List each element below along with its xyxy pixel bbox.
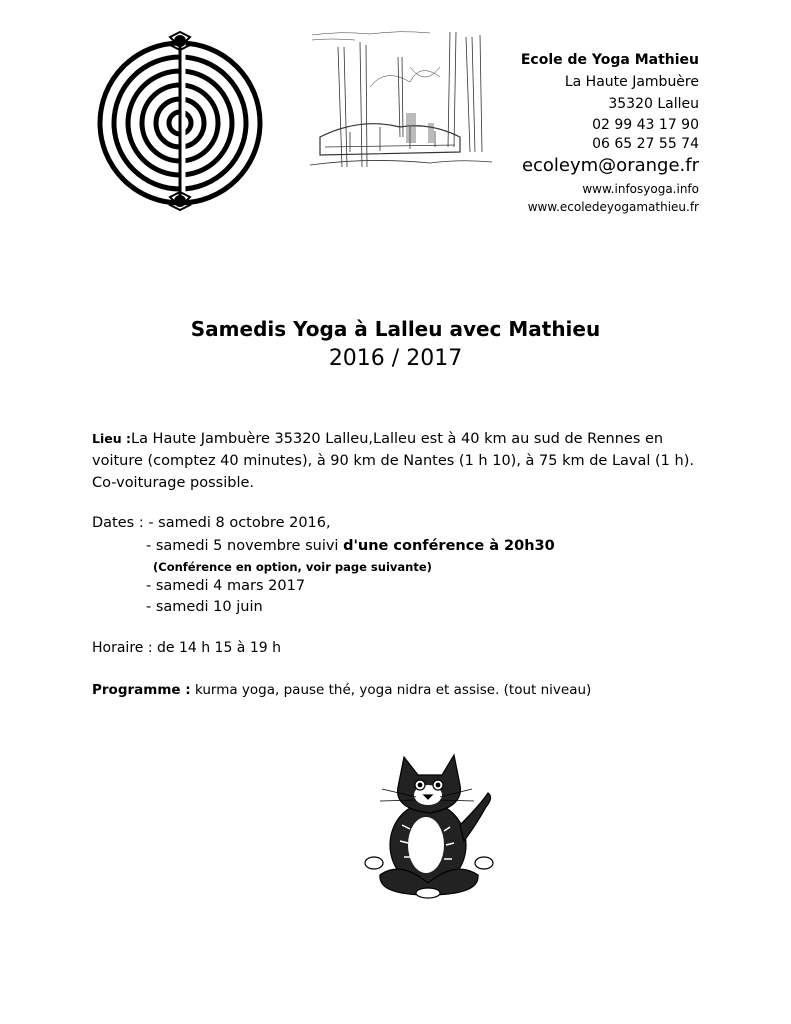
programme	[92, 682, 591, 698]
programme-label: Programme :	[92, 682, 191, 698]
horaire: Horaire : de 14 h 15 à 19 h	[92, 640, 281, 656]
conference-option-note: (Conférence en option, voir page suivante)	[153, 560, 432, 574]
lieu-line-1: La Haute Jambuère 35320 Lalleu,Lalleu est à 40 km au sud de Rennes en	[130, 431, 664, 447]
programme-text: kurma yoga, pause thé, yoga nidra et assise. (tout niveau)	[190, 682, 592, 698]
address-line-1: La Haute Jambuère	[564, 74, 699, 90]
address-line-2: 35320 Lalleu	[608, 96, 699, 112]
forest-dolmen-drawing-icon	[310, 27, 492, 175]
dates-line-1: Dates : - samedi 8 octobre 2016,	[92, 515, 331, 531]
dates-line-3: - samedi 4 mars 2017	[146, 578, 306, 594]
conference-note: d'une conférence à 20h30	[343, 538, 555, 554]
year-subtitle: 2016 / 2017	[328, 346, 463, 371]
lieu-label: Lieu :	[92, 431, 131, 446]
lieu-line-3: Co-voiturage possible.	[92, 475, 255, 491]
email-address: ecoleym@orange.fr	[521, 155, 699, 176]
school-name: Ecole de Yoga Mathieu	[520, 52, 699, 68]
dates-line-2	[146, 538, 555, 554]
phone-2: 06 65 27 55 74	[592, 136, 699, 152]
phone-1: 02 99 43 17 90	[592, 117, 699, 133]
date-2-text: - samedi 5 novembre suivi	[146, 538, 344, 554]
page-title: Samedis Yoga à Lalleu avec Mathieu	[190, 317, 601, 341]
website-2: www.ecoledeyogamathieu.fr	[527, 200, 699, 214]
lieu-line-2: voiture (comptez 40 minutes), à 90 km de Nantes (1 h 10), à 75 km de Laval (1 h).	[92, 453, 694, 469]
meditating-cat-drawing-icon	[360, 745, 500, 900]
lieu-paragraph	[92, 428, 694, 494]
dates-line-4: - samedi 10 juin	[146, 599, 263, 615]
website-1: www.infosyoga.info	[582, 182, 699, 196]
spiral-logo-icon	[94, 28, 270, 212]
